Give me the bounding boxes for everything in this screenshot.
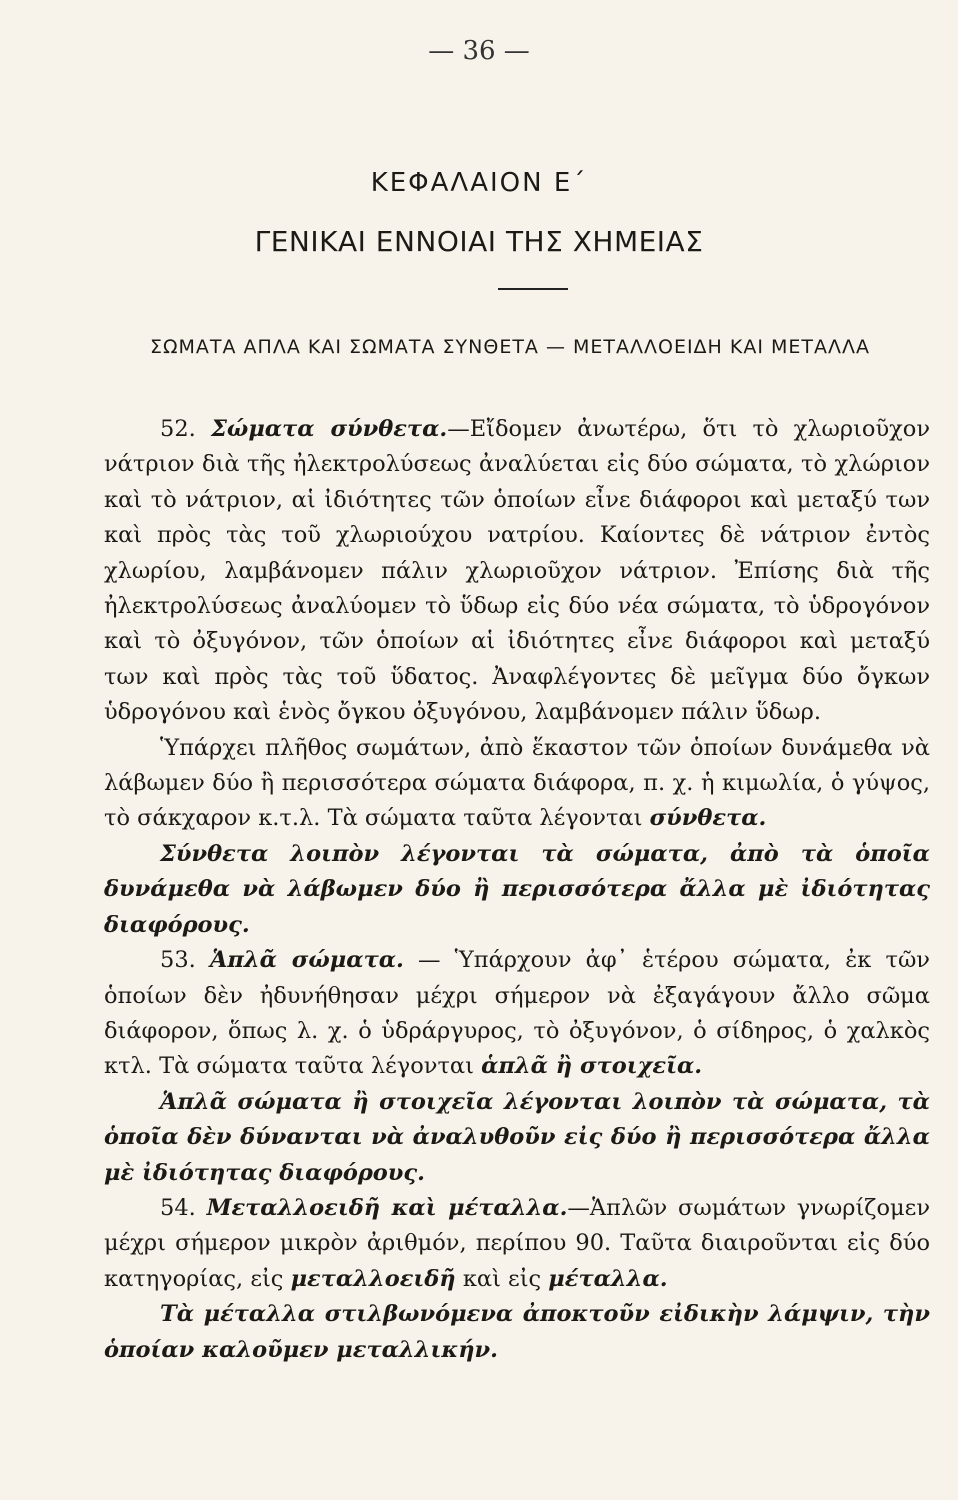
section-54-heading: Μεταλλοειδῆ καὶ μέταλλα. <box>206 1194 568 1221</box>
section-53-paragraph <box>104 943 930 1085</box>
title-divider <box>498 288 568 290</box>
section-53-term: ἁπλᾶ ἢ στοιχεῖα. <box>481 1053 703 1080</box>
section-53-definition: Ἁπλᾶ σώματα ἢ στοιχεῖα λέγονται λοιπὸν τὰ σώματα, τὰ ὁποῖα δὲν δύνανται νὰ ἀναλυθοῦν εἰς δύο ἢ περισσότερα ἄλλα μὲ ἰδιότητας διαφόρους. <box>104 1088 930 1186</box>
section-54-text: —Ἁπλῶν σωμάτων γνωρίζομεν μέχρι σήμερον μικρὸν ἀριθμόν, περίπου 90. Ταῦτα διαιροῦνται εἰς δύο κατηγορίας, εἰς <box>104 1194 931 1292</box>
section-54-connector: καὶ εἰς <box>462 1265 542 1292</box>
chapter-heading: ΚΕΦΑΛΑΙΟΝ Ε΄ <box>370 168 588 198</box>
section-52-text: —Εἴδομεν ἀνωτέρω, ὅτι τὸ χλωριοῦχον νάτριον διὰ τῆς ἠλεκτρολύσεως ἀναλύεται εἰς δύο σώματα, τὸ χλώριον καὶ τὸ νάτριον, αἱ ἰδιότητες τῶν ὁποίων εἶνε διάφοροι καὶ μεταξύ των καὶ πρὸς τὰς τοῦ χλωριούχου νατρίου. Καίοντες δὲ νάτριον ἐντὸς χλωρίου, λαμβάνομεν πάλιν χλωριοῦχον νάτριον. Ἐπίσης διὰ τῆς ἠλεκτρολύσεως ἀναλύομεν τὸ ὕδωρ εἰς δύο νέα σώματα, τὸ ὑδρογόνον καὶ τὸ ὀξυγόνον, τῶν ὁποίων αἱ ἰδιότητες εἶνε διάφοροι καὶ μεταξύ των καὶ πρὸς τὰς τοῦ ὕδατος. Ἀναφλέγοντες δὲ μεῖγμα δύο ὄγκων ὑδρογόνου καὶ ἑνὸς ὄγκου ὀξυγόνου, λαμβάνομεν πάλιν ὕδωρ. <box>104 416 931 726</box>
section-52-paragraph-2 <box>104 731 930 837</box>
section-54-term-metalloids: μεταλλοειδῆ <box>290 1265 456 1292</box>
section-52-text-2: Ὑπάρχει πλῆθος σωμάτων, ἀπὸ ἕκαστον τῶν ὁποίων δυνάμεθα νὰ λάβωμεν δύο ἢ περισσότερα σώματα διάφορα, π. χ. ἡ κιμωλία, ὁ γύψος, τὸ σάκχαρον κ.τ.λ. Τὰ σώματα ταῦτα λέγονται <box>104 734 930 832</box>
chapter-subtitle: ΣΩΜΑΤΑ ΑΠΛΑ ΚΑΙ ΣΩΜΑΤΑ ΣΥΝΘΕΤΑ — ΜΕΤΑΛΛΟΕΙΔΗ ΚΑΙ ΜΕΤΑΛΛΑ <box>150 336 870 358</box>
section-53-heading: Ἁπλᾶ σώματα. <box>209 947 404 974</box>
section-52-paragraph <box>104 412 930 731</box>
section-54-paragraph <box>104 1191 930 1297</box>
section-54-number: 54. <box>160 1194 196 1221</box>
section-52-definition: Σύνθετα λοιπὸν λέγονται τὰ σώματα, ἀπὸ τὰ ὁποῖα δυνάμεθα νὰ λάβωμεν δύο ἢ περισσότερα ἄλλα μὲ ἰδιότητας διαφόρους. <box>104 840 930 938</box>
section-52-number: 52. <box>160 416 196 442</box>
section-53-text: — Ὑπάρχουν ἀφ᾽ ἑτέρου σώματα, ἐκ τῶν ὁποίων δὲν ἠδυνήθησαν μέχρι σήμερον νὰ ἐξαγάγουν ἄλλο σῶμα διάφορον, ὅπως λ. χ. ὁ ὑδράργυρος, τὸ ὀξυγόνον, ὁ σίδηρος, ὁ χαλκὸς κτλ. Τὰ σώματα ταῦτα λέγονται <box>104 947 930 1080</box>
chapter-title: ΓΕΝΙΚΑΙ ΕΝΝΟΙΑΙ ΤΗΣ ΧΗΜΕΙΑΣ <box>254 225 704 258</box>
section-52-heading: Σώματα σύνθετα. <box>211 416 448 442</box>
section-54-term-metals: μέταλλα. <box>548 1265 668 1292</box>
body-text <box>104 412 930 1368</box>
section-54-definition: Τὰ μέταλλα στιλβωνόμενα ἀποκτοῦν εἰδικὴν λάμψιν, τὴν ὁποίαν καλοῦμεν μεταλλικήν. <box>104 1301 930 1363</box>
page-number: — 36 — <box>428 36 530 66</box>
section-52-term: σύνθετα. <box>649 805 767 832</box>
section-53-number: 53. <box>160 947 196 974</box>
